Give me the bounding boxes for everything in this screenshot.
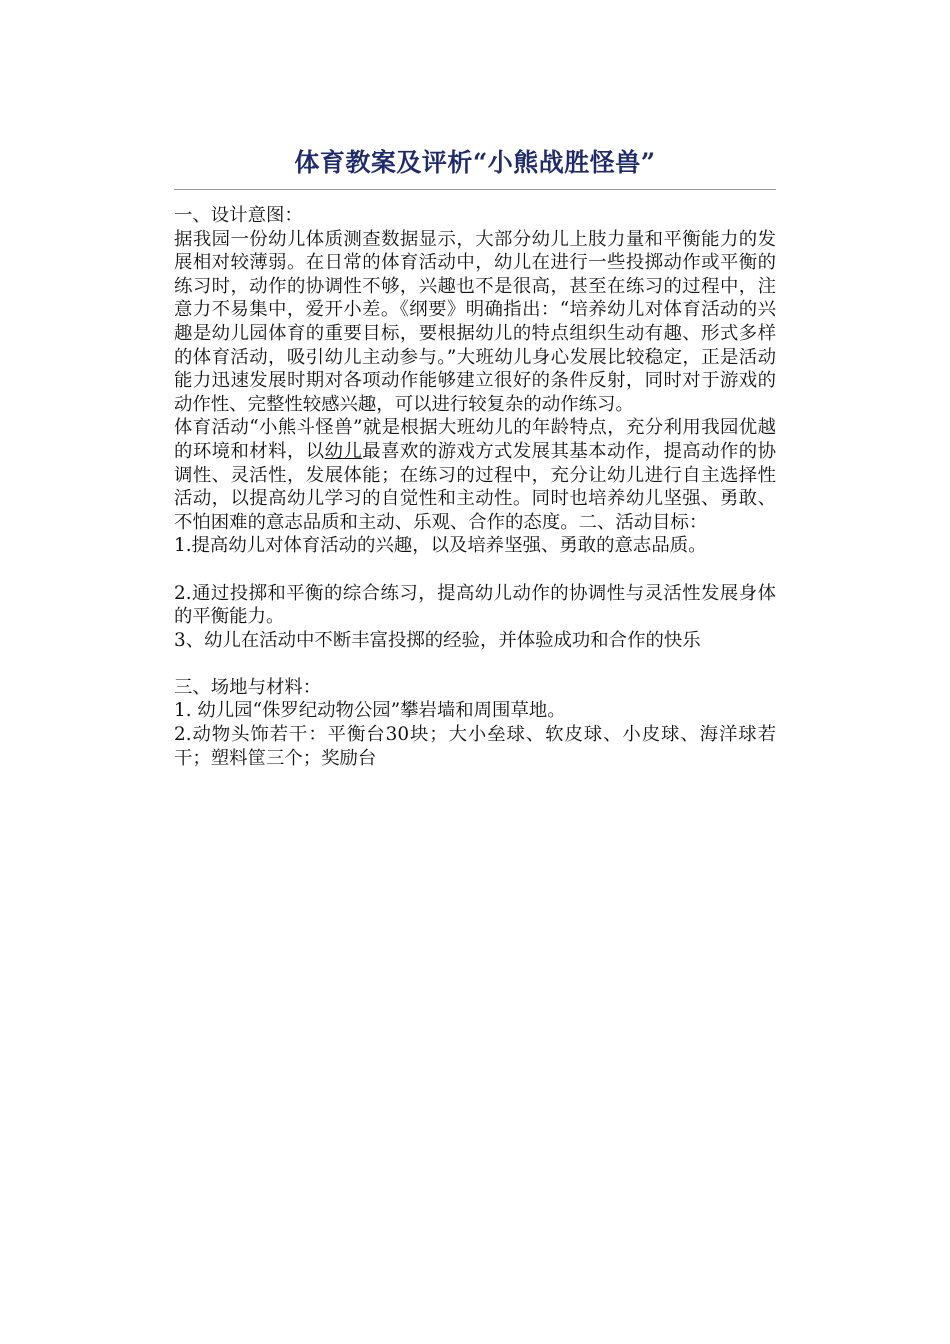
paragraph-activity-description	[174, 416, 776, 534]
hyperlink-youer[interactable]: 幼儿	[324, 440, 363, 462]
paragraph-text: 体育活动“小熊斗怪兽”就是根据大班幼儿的年龄特点，充分利用我园优越的环境和材料，以	[174, 417, 776, 462]
blank-line	[174, 652, 776, 676]
section-heading-design-intent: 一、设计意图：	[174, 205, 303, 226]
document-body	[174, 204, 776, 770]
material-item-1: 1. 幼儿园“侏罗纪动物公园”攀岩墙和周围草地。	[174, 700, 566, 722]
goal-item-1: 1.提高幼儿对体育活动的兴趣，以及培养坚强、勇敢的意志品质。	[174, 535, 707, 557]
title-divider	[174, 189, 776, 190]
goal-item-2: 2.通过投掷和平衡的综合练习，提高幼儿动作的协调性与灵活性发展身体的平衡能力。	[174, 582, 776, 628]
section-heading-venue-materials: 三、场地与材料：	[174, 676, 322, 698]
paragraph-design-intent: 据我园一份幼儿体质测查数据显示，大部分幼儿上肢力量和平衡能力的发展相对较薄弱。在日常的体育活动中，幼儿在进行一些投掷动作或平衡的练习时，动作的协调性不够，兴趣也不是很高，甚至在练习的过程中，注意力不易集中，爱开小差。《纲要》明确指出：“培养幼儿对体育活动的兴趣是幼儿园体育的重要目标，要根据幼儿的特点组织生动有趣、形式多样的体育活动，吸引幼儿主动参与。”大班幼儿身心发展比较稳定，正是活动能力迅速发展时期对各项动作能够建立很好的条件反射，同时对于游戏的动作性、完整性较感兴趣，可以进行较复杂的动作练习。	[174, 228, 776, 415]
blank-line	[174, 558, 776, 582]
goal-item-3: 3、幼儿在活动中不断丰富投掷的经验，并体验成功和合作的快乐	[174, 629, 701, 651]
document-title: 体育教案及评析“小熊战胜怪兽”	[294, 148, 656, 177]
paragraph-text: 最喜欢的游戏方式发展其基本动作，提高动作的协调性、灵活性，发展体能；在练习的过程中，充分让幼儿进行自主选择性活动，以提高幼儿学习的自觉性和主动性。同时也培养幼儿坚强、勇敢、不怕困难的意志品质和主动、乐观、合作的态度。二、活动目标：	[174, 440, 776, 533]
material-item-2: 2.动物头饰若干：平衡台30块；大小垒球、软皮球、小皮球、海洋球若干；塑料筐三个；奖励台	[174, 724, 776, 769]
